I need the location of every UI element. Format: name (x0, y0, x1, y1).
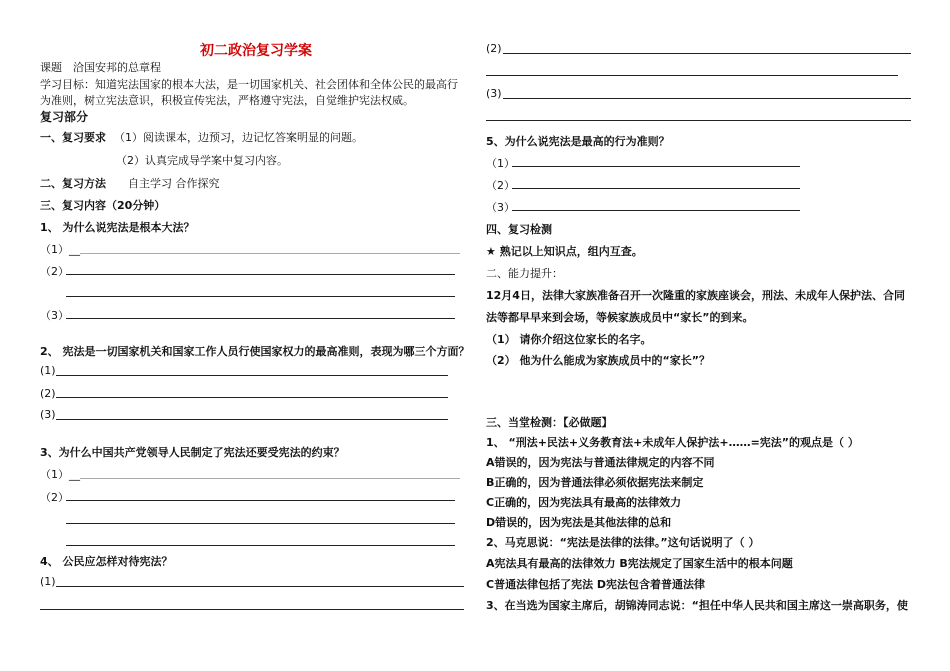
r-answer-line-1[interactable] (503, 53, 911, 54)
mc-question-1: 1、 “刑法+民法+义务教育法+未成年人保护法+……=宪法”的观点是（ ） (486, 436, 859, 449)
mc1-option-c[interactable]: C正确的，因为宪法具有最高的法律效力 (486, 496, 682, 509)
question-4: 4、 公民应怎样对待宪法？ (40, 555, 173, 568)
q1-item-3-label: （3） (40, 309, 69, 322)
q5-item-1-label: （1） (486, 157, 515, 170)
q5-answer-line-3[interactable] (512, 210, 800, 211)
requirement-2: （2）认真完成导学案中复习内容。 (116, 154, 288, 167)
learning-goal: 学习目标：知道宪法国家的根本大法，是一切国家机关、社会团体和全体公民的最高行为准则，树立宪法意识，积极宣传宪法，严格遵守宪法，自觉维护宪法权威。 (40, 78, 458, 107)
story-line-2: 法等都早早来到会场，等候家族成员中“家长”的到来。 (486, 311, 754, 324)
q2-item-3-label: (3) (40, 408, 56, 421)
mc2-options-ab[interactable]: A宪法具有最高的法律效力 B宪法规定了国家生活中的根本问题 (486, 557, 793, 570)
mc1-option-a[interactable]: A错误的，因为宪法与普通法律规定的内容不同 (486, 456, 715, 469)
mc2-options-cd[interactable]: C普通法律包括了宪法 D宪法包含着普通法律 (486, 578, 706, 591)
q1-answer-line-1[interactable] (80, 253, 460, 254)
q2-item-1-label: (1) (40, 364, 56, 377)
method-text: 自主学习 合作探究 (128, 177, 220, 190)
mc-question-2: 2、马克思说：“宪法是法律的法律。”这句话说明了（ ） (486, 536, 760, 549)
mc1-option-b[interactable]: B正确的，因为普通法律必须依据宪法来制定 (486, 476, 704, 489)
ability-label: 二、能力提升： (486, 267, 563, 280)
q1-answer-line-3[interactable] (66, 296, 455, 297)
method-label: 二、复习方法 (40, 177, 106, 190)
q1-item-1-label: （1）__ (40, 243, 80, 256)
q5-item-2-label: （2） (486, 179, 515, 192)
q2-answer-line-3[interactable] (56, 419, 448, 420)
review-part-heading: 复习部分 (40, 110, 89, 124)
check-label: 四、复习检测 (486, 223, 552, 236)
q4-answer-line-1[interactable] (56, 586, 464, 587)
question-2: 2、 宪法是一切国家机关和国家工作人员行使国家权力的最高准则，表现为哪三个方面？ (40, 345, 470, 358)
r-answer-line-2[interactable] (486, 75, 898, 76)
q2-answer-line-1[interactable] (56, 375, 448, 376)
story-question-1: （1） 请你介绍这位家长的名字。 (486, 333, 652, 346)
question-3: 3、为什么中国共产党领导人民制定了宪法还要受宪法的约束？ (40, 446, 345, 459)
story-line-1: 12月4日，法律大家族准备召开一次隆重的家族座谈会，刑法、未成年人保护法、合同 (486, 289, 905, 302)
q1-item-2-label: （2） (40, 265, 69, 278)
q1-answer-line-4[interactable] (66, 318, 455, 319)
q3-answer-line-4[interactable] (66, 545, 455, 546)
r-answer-line-4[interactable] (486, 120, 911, 121)
q3-item-1-label: （1）__ (40, 468, 80, 481)
r-answer-line-3[interactable] (503, 98, 911, 99)
story-question-2: （2） 他为什么能成为家族成员中的“家长”？ (486, 354, 710, 367)
question-1: 1、 为什么说宪法是根本大法？ (40, 221, 195, 234)
q2-answer-line-2[interactable] (56, 397, 448, 398)
q5-item-3-label: （3） (486, 201, 515, 214)
requirements-label: 一、复习要求 (40, 131, 106, 144)
q2-item-2-label: (2) (40, 387, 56, 400)
q4-answer-line-2[interactable] (40, 609, 464, 610)
q1-answer-line-2[interactable] (66, 274, 455, 275)
q5-answer-line-2[interactable] (512, 188, 800, 189)
mc1-option-d[interactable]: D错误的，因为宪法是其他法律的总和 (486, 516, 672, 529)
q3-item-2-label: （2） (40, 491, 69, 504)
r-item-3-label: (3) (486, 87, 502, 100)
q3-answer-line-2[interactable] (66, 500, 455, 501)
mc-question-3: 3、在当选为国家主席后，胡锦涛同志说：“担任中华人民共和国主席这一崇高职务，使 (486, 599, 908, 612)
question-5: 5、为什么说宪法是最高的行为准则？ (486, 135, 670, 148)
q4-item-1-label: (1) (40, 575, 56, 588)
requirement-1: （1）阅读课本，边预习，边记忆答案明显的问题。 (114, 131, 363, 144)
q3-answer-line-3[interactable] (66, 523, 455, 524)
r-item-2-label: (2) (486, 42, 502, 55)
class-check-label: 三、当堂检测：【必做题】 (486, 416, 613, 429)
content-label: 三、复习内容（20分钟） (40, 199, 166, 212)
check-text: ★ 熟记以上知识点，组内互查。 (486, 245, 643, 258)
q3-answer-line-1[interactable] (80, 478, 460, 479)
page-title: 初二政治复习学案 (200, 43, 312, 59)
q5-answer-line-1[interactable] (512, 166, 800, 167)
lesson-topic: 课题 洽国安邦的总章程 (40, 61, 161, 74)
